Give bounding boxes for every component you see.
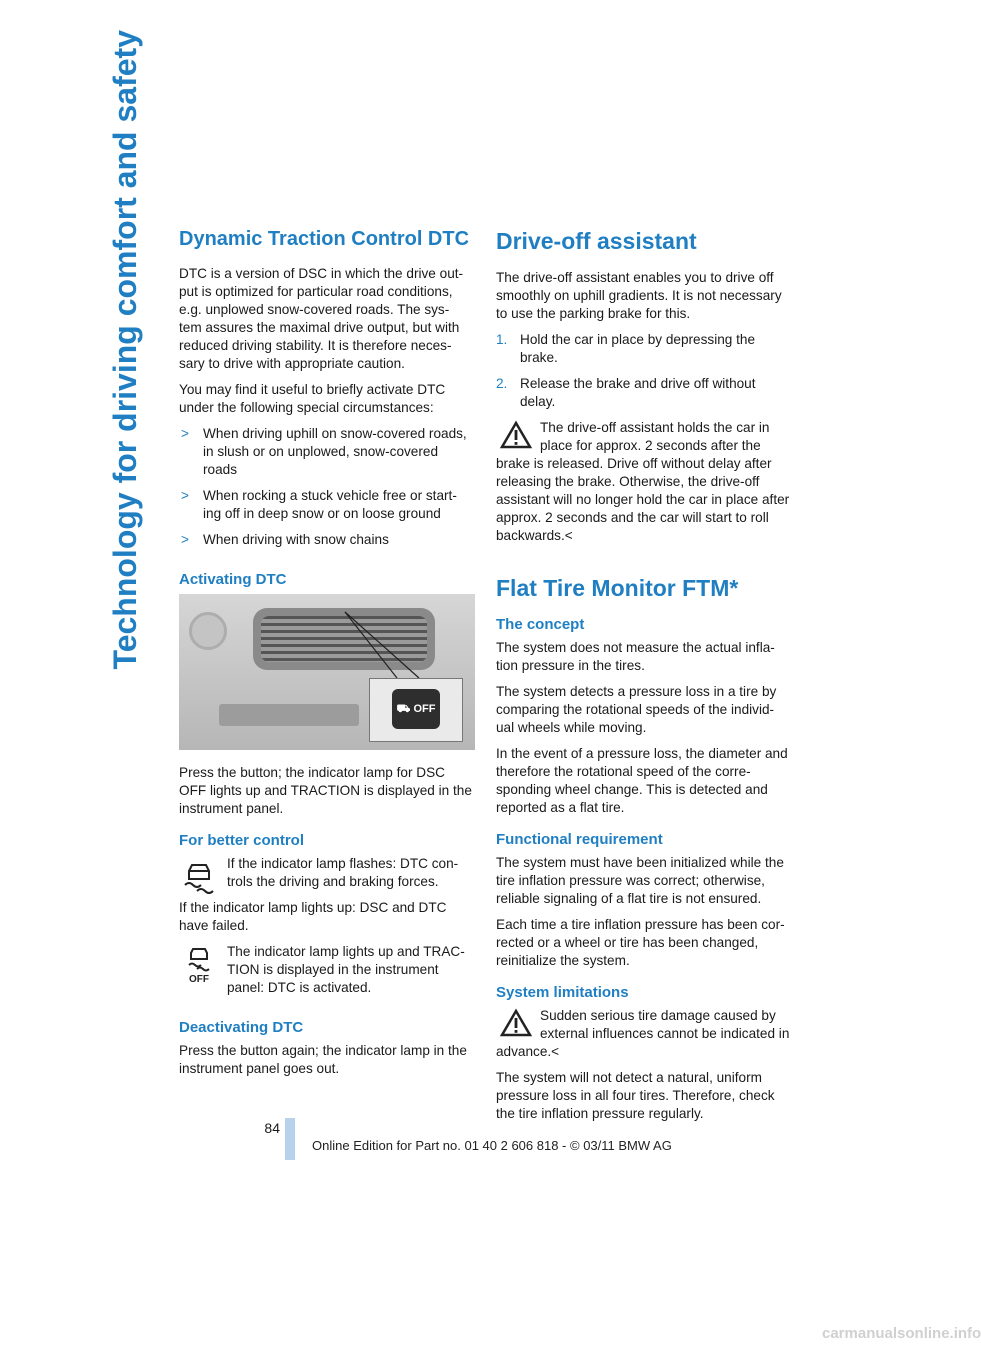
- traction-indicator-icon: [179, 857, 219, 897]
- concept-heading: The concept: [496, 616, 585, 633]
- warning-icon: [500, 1009, 532, 1037]
- right-column: [496, 228, 794, 1131]
- better-control-paragraph-1: If the indicator lamp flashes: DTC con- trols the driving and braking forces.: [227, 856, 459, 889]
- concept-paragraph-3: In the event of a pressure loss, the diameter and therefore the rotational speed of the corre- sponding wheel change. This is detected and reported as a flat tire.: [496, 746, 788, 815]
- left-column: [179, 228, 475, 1086]
- dtc-heading: Dynamic Traction Control DTC: [179, 228, 470, 250]
- ftm-heading: Flat Tire Monitor FTM*: [496, 575, 739, 601]
- footer-edition-text: Online Edition for Part no. 01 40 2 606 818 - © 03/11 BMW AG: [312, 1138, 672, 1153]
- concept-paragraph-1: The system does not measure the actual infla- tion pressure in the tires.: [496, 640, 775, 673]
- chapter-side-title: [90, 30, 160, 1100]
- list-item: 1. Hold the car in place by depressing the brake.: [496, 332, 756, 365]
- drive-off-heading: Drive-off assistant: [496, 228, 697, 254]
- dsc-off-indicator-icon: [179, 945, 219, 985]
- activating-paragraph: Press the button; the indicator lamp for DSC OFF lights up and TRACTION is displayed in the instrument panel.: [179, 765, 472, 816]
- warning-icon: [500, 421, 532, 449]
- limitations-paragraph: The system will not detect a natural, uniform pressure loss in all four tires. Therefore, check the tire inflation pressure regularly.: [496, 1070, 775, 1121]
- list-item: > When rocking a stuck vehicle free or start- ing off in deep snow or on loose ground: [181, 488, 457, 521]
- chapter-side-title-text: Technology for driving comfort and safety: [107, 30, 143, 670]
- car-skid-icon: ⛟: [396, 703, 411, 715]
- bullet-marker: >: [181, 426, 189, 441]
- footer-accent-bar: [285, 1118, 295, 1160]
- requirement-paragraph-2: Each time a tire inflation pressure has been cor- rected or a wheel or tire has been changed, reinitialize the system.: [496, 917, 785, 968]
- better-control-paragraph-3: The indicator lamp lights up and TRAC- TION is displayed in the instrument panel: DTC is activated.: [227, 944, 465, 995]
- dtc-off-button: ⛟ OFF: [392, 689, 440, 729]
- dtc-paragraph-2: You may find it useful to briefly activate DTC under the following special circumstances:: [179, 382, 446, 415]
- bullet-marker: >: [181, 532, 189, 547]
- drive-off-paragraph: The drive-off assistant enables you to drive off smoothly on uphill gradients. It is not necessary to use the parking brake for this.: [496, 270, 782, 321]
- dtc-button-callout: [369, 678, 463, 742]
- page-number: 84: [264, 1120, 280, 1136]
- limitations-warning: Sudden serious tire damage caused by external influences cannot be indicated in advance.<: [496, 1008, 790, 1059]
- dtc-paragraph-1: DTC is a version of DSC in which the drive out- put is optimized for particular road conditions, e.g. unplowed snow-covered roads. The sys- tem assures the maximal drive output, but with reduced driving stability. It is therefore neces- sary to drive with appropriate caution.: [179, 266, 464, 371]
- drive-off-steps: [496, 331, 794, 411]
- concept-paragraph-2: The system detects a pressure loss in a tire by comparing the rotational speeds of the individ- ual wheels while moving.: [496, 684, 777, 735]
- dtc-button-photo: [179, 594, 475, 750]
- deactivating-paragraph: Press the button again; the indicator lamp in the instrument panel goes out.: [179, 1043, 467, 1076]
- requirement-paragraph-1: The system must have been initialized while the tire inflation pressure was correct; otherwise, reliable signaling of a flat tire is not ensured.: [496, 855, 784, 906]
- better-control-paragraph-2: If the indicator lamp lights up: DSC and DTC have failed.: [179, 900, 447, 933]
- watermark: carmanualsonline.info: [822, 1325, 981, 1342]
- system-limitations-heading: System limitations: [496, 984, 629, 1001]
- deactivating-dtc-heading: Deactivating DTC: [179, 1019, 304, 1036]
- list-item: > When driving uphill on snow-covered roads, in slush or on unplowed, snow-covered roads: [181, 426, 467, 477]
- dtc-bullet-list: [179, 425, 475, 549]
- bullet-marker: >: [181, 488, 189, 503]
- activating-dtc-heading: Activating DTC: [179, 571, 287, 588]
- functional-requirement-heading: Functional requirement: [496, 831, 663, 848]
- list-item: > When driving with snow chains: [181, 532, 389, 547]
- list-item: 2. Release the brake and drive off without delay.: [496, 376, 756, 409]
- drive-off-warning: The drive-off assistant holds the car in place for approx. 2 seconds after the brake is released. Drive off without delay after releasing the brake. Otherwise, the drive-off assistant will no longer hold the car in place after approx. 2 seconds and the car will start to roll backwards.<: [496, 420, 790, 543]
- svg-text:OFF: OFF: [189, 974, 209, 985]
- better-control-heading: For better control: [179, 832, 305, 849]
